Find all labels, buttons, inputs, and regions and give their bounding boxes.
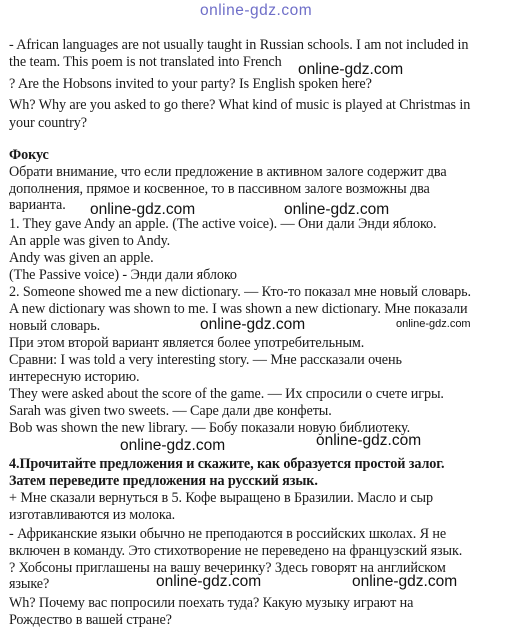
text-line: They were asked about the score of the game. — Их спросили о счете игры. <box>9 386 444 402</box>
text-line: изготавливаются из молока. <box>9 507 176 523</box>
text-line: Wh? Why are you asked to go there? What kind of music is played at Christmas in <box>9 97 471 113</box>
text-line: При этом второй вариант является более употребительным. <box>9 335 365 351</box>
text-line: - Африканские языки обычно не преподаются в российских школах. Я не <box>9 526 447 542</box>
text-line: интересную историю. <box>9 369 140 385</box>
watermark: online-gdz.com <box>120 437 226 454</box>
text-line: An apple was given to Andy. <box>9 233 171 249</box>
text-line: 2. Someone showed me a new dictionary. — Кто-то показал мне новый словарь. <box>9 284 471 300</box>
watermark: online-gdz.com <box>396 318 471 330</box>
text-line: ? Are the Hobsons invited to your party? Is English spoken here? <box>9 76 372 92</box>
text-line: - African languages are not usually taught in Russian schools. I am not included in <box>9 37 469 53</box>
watermark: online-gdz.com <box>316 432 422 449</box>
text-line: включен в команду. Это стихотворение не переведено на французский язык. <box>9 543 463 559</box>
watermark: online-gdz.com <box>284 201 390 218</box>
section-heading: Фокус <box>9 147 49 163</box>
text-line: дополнения, прямое и косвенное, то в пассивном залоге возможны два <box>9 181 430 197</box>
text-line: новый словарь. <box>9 318 101 334</box>
text-line: the team. This poem is not translated into French <box>9 54 282 70</box>
exercise-heading: Затем переведите предложения на русский язык. <box>9 473 318 489</box>
text-line: Sarah was given two sweets. — Саре дали две конфеты. <box>9 403 332 419</box>
text-line: варианта. <box>9 197 66 213</box>
text-line: your country? <box>9 115 87 131</box>
text-line: Рождество в вашей стране? <box>9 612 172 628</box>
watermark: online-gdz.com <box>352 573 458 590</box>
watermark: online-gdz.com <box>90 201 196 218</box>
text-line: ? Хобсоны приглашены на вашу вечеринку? Здесь говорят на английском <box>9 560 446 576</box>
watermark-top: online-gdz.com <box>200 2 313 19</box>
text-line: языке? <box>9 576 50 592</box>
watermark: online-gdz.com <box>200 316 306 333</box>
watermark: online-gdz.com <box>298 61 404 78</box>
text-line: + Мне сказали вернуться в 5. Кофе выращено в Бразилии. Масло и сыр <box>9 490 433 506</box>
text-line: Сравни: I was told a very interesting story. — Мне рассказали очень <box>9 352 402 368</box>
text-line: 1. They gave Andy an apple. (The active voice). — Они дали Энди яблоко. <box>9 216 437 232</box>
exercise-heading: 4.Прочитайте предложения и скажите, как образуется простой залог. <box>9 456 445 472</box>
text-line: A new dictionary was shown to me. I was shown a new dictionary. Мне показали <box>9 301 468 317</box>
text-line: Andy was given an apple. <box>9 250 154 266</box>
text-line: Wh? Почему вас попросили поехать туда? Какую музыку играют на <box>9 595 414 611</box>
text-line: Bob was shown the new library. — Бобу показали новую библиотеку. <box>9 420 411 436</box>
text-line: (The Passive voice) - Энди дали яблоко <box>9 267 237 283</box>
text-line: Обрати внимание, что если предложение в активном залоге содержит два <box>9 164 447 180</box>
watermark: online-gdz.com <box>156 573 262 590</box>
